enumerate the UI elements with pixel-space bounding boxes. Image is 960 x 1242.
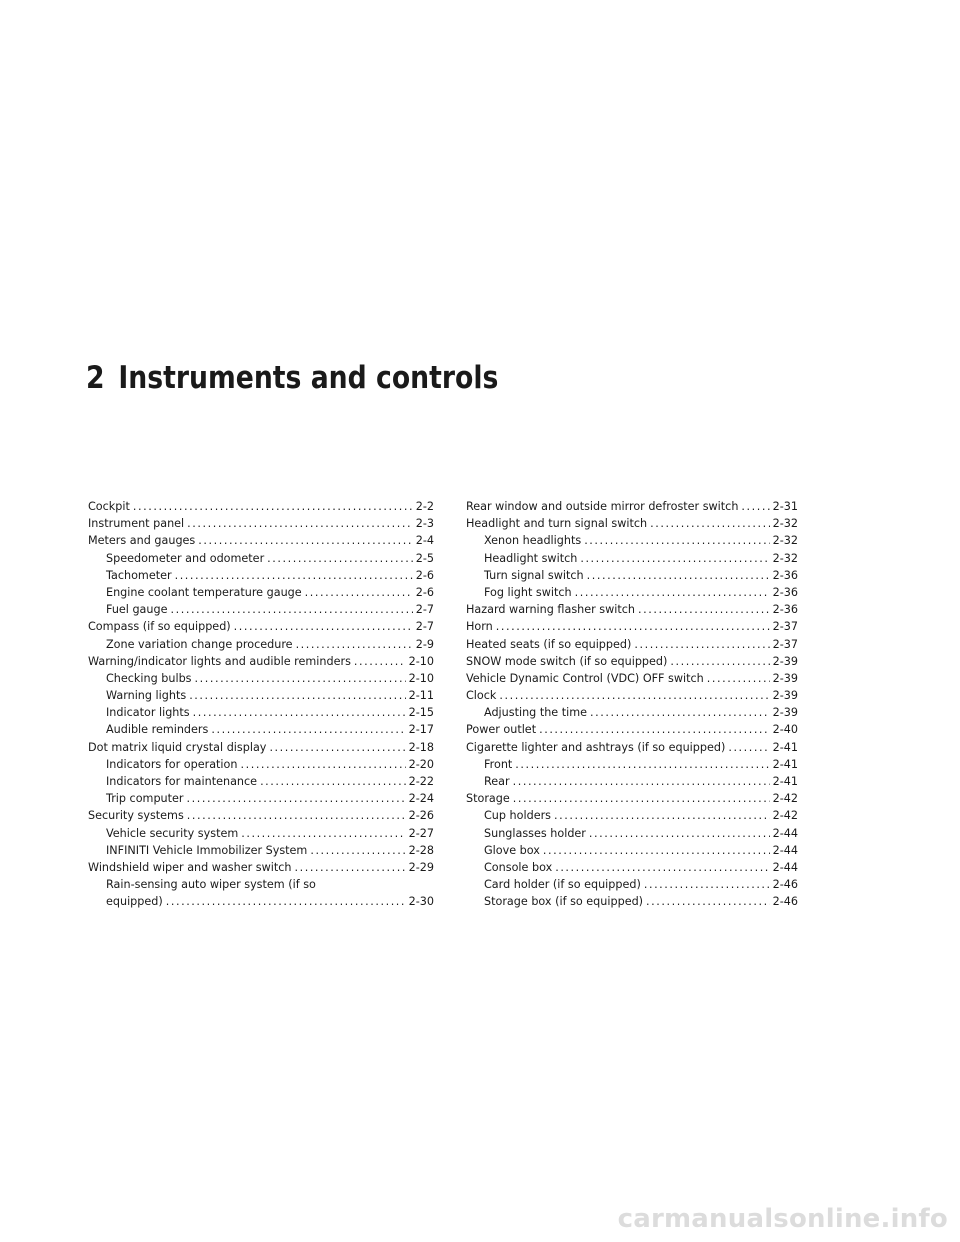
- toc-entry-page: 2-26: [408, 809, 434, 823]
- toc-entry[interactable]: [466, 807, 798, 824]
- toc-entry-label: INFINITI Vehicle Immobilizer System: [106, 843, 308, 857]
- toc-entry[interactable]: [466, 584, 798, 601]
- toc-entry-page: 2-44: [772, 843, 798, 857]
- toc-entry[interactable]: [466, 636, 798, 653]
- toc-entry-label: Sunglasses holder: [484, 826, 586, 840]
- toc-leader-dots: [554, 807, 770, 824]
- toc-entry[interactable]: [466, 601, 798, 618]
- toc-entry[interactable]: [88, 636, 434, 653]
- toc-entry-page: 2-41: [772, 775, 798, 788]
- toc-entry-label: Fog light switch: [484, 585, 572, 599]
- toc-entry-label: Storage box (if so equipped): [484, 895, 644, 909]
- toc-entry-page: 2-32: [772, 517, 798, 531]
- toc-entry-label: Heated seats (if so equipped): [466, 637, 632, 651]
- toc-leader-dots: [166, 893, 406, 910]
- toc-entry-label: Dot matrix liquid crystal display: [88, 740, 267, 754]
- toc-entry[interactable]: [466, 876, 798, 893]
- toc-entry-label: Headlight switch: [484, 551, 578, 565]
- toc-entry-label: equipped): [106, 895, 163, 909]
- chapter-title-text: Instruments and controls: [118, 360, 499, 396]
- toc-entry-label: Security systems: [88, 809, 184, 823]
- toc-leader-dots: [296, 636, 413, 653]
- toc-entry[interactable]: [88, 842, 434, 859]
- toc-entry-page: 2-10: [408, 654, 434, 668]
- toc-entry-page: 2-3: [415, 517, 434, 531]
- toc-entry-label: Glove box: [484, 843, 540, 857]
- toc-leader-dots: [241, 825, 405, 842]
- toc-leader-dots: [240, 756, 405, 773]
- toc-leader-dots: [590, 704, 770, 721]
- toc-entry[interactable]: [466, 859, 798, 876]
- toc-leader-dots: [575, 584, 770, 601]
- toc-leader-dots: [267, 550, 413, 567]
- toc-entry-label: Tachometer: [106, 568, 172, 582]
- toc-entry-label: Hazard warning flasher switch: [466, 603, 635, 617]
- chapter-number: 2: [86, 360, 105, 396]
- toc-entry[interactable]: [466, 532, 798, 549]
- toc-entry-label: Clock: [466, 689, 497, 703]
- toc-entry[interactable]: [466, 825, 798, 842]
- toc-entry[interactable]: [466, 653, 798, 670]
- toc-leader-dots: [728, 739, 769, 756]
- toc-entry-label: Rear: [484, 775, 510, 788]
- toc-entry-label: Power outlet: [466, 723, 537, 737]
- toc-entry-page: 2-46: [772, 878, 798, 892]
- toc-entry-page: 2-22: [408, 775, 434, 788]
- toc-entry[interactable]: [88, 756, 434, 773]
- toc-leader-dots: [187, 790, 406, 807]
- toc-entry-page: 2-39: [772, 706, 798, 720]
- toc-entry-label: Indicators for operation: [106, 757, 238, 771]
- toc-entry-label: Rear window and outside mirror defroster switch: [466, 500, 739, 513]
- toc-entry[interactable]: [88, 893, 434, 910]
- toc-entry[interactable]: [88, 790, 434, 807]
- toc-entry-page: 2-42: [772, 792, 798, 806]
- toc-leader-dots: [513, 773, 770, 790]
- toc-leader-dots: [294, 859, 405, 876]
- toc-leader-dots: [195, 670, 406, 687]
- toc-entry-page: 2-11: [408, 689, 434, 703]
- toc-right-column: [466, 498, 798, 911]
- toc-entry[interactable]: [88, 704, 434, 721]
- toc-entry-label: Cockpit: [88, 500, 130, 513]
- toc-leader-dots: [133, 498, 413, 515]
- toc-leader-dots: [187, 515, 413, 532]
- toc-entry[interactable]: [88, 859, 434, 876]
- toc-entry-label: Horn: [466, 620, 493, 634]
- toc-entry[interactable]: [88, 532, 434, 549]
- toc-leader-dots: [741, 498, 769, 515]
- toc-entry[interactable]: [88, 601, 434, 618]
- toc-entry-label: Zone variation change procedure: [106, 637, 293, 651]
- toc-entry-page: 2-31: [772, 500, 798, 513]
- toc-entry-page: 2-6: [415, 585, 434, 599]
- toc-entry-label: Windshield wiper and washer switch: [88, 860, 292, 874]
- toc-leader-dots: [650, 515, 770, 532]
- toc-leader-dots: [305, 584, 413, 601]
- toc-leader-dots: [515, 756, 769, 773]
- toc-left-column: [88, 498, 434, 911]
- toc-entry-label: Indicator lights: [106, 706, 190, 720]
- toc-entry-label: Meters and gauges: [88, 534, 196, 548]
- toc-entry-page: 2-39: [772, 654, 798, 668]
- toc-leader-dots: [587, 567, 770, 584]
- toc-entry-page: 2-30: [408, 895, 434, 909]
- toc-entry[interactable]: [466, 790, 798, 807]
- toc-entry-label: Turn signal switch: [484, 568, 584, 582]
- toc-leader-dots: [269, 739, 405, 756]
- toc-entry[interactable]: [88, 721, 434, 738]
- toc-leader-dots: [496, 618, 770, 635]
- toc-entry[interactable]: [466, 756, 798, 773]
- toc-entry-label: Vehicle security system: [106, 826, 239, 840]
- toc-entry[interactable]: [466, 515, 798, 532]
- toc-entry[interactable]: [88, 498, 434, 515]
- toc-entry[interactable]: [466, 704, 798, 721]
- toc-entry[interactable]: [88, 653, 434, 670]
- toc-entry-page: 2-37: [772, 620, 798, 634]
- toc-leader-dots: [354, 653, 406, 670]
- toc-entry-label: Warning/indicator lights and audible reminders: [88, 654, 351, 668]
- toc-entry[interactable]: [88, 515, 434, 532]
- toc-leader-dots: [513, 790, 770, 807]
- toc-entry[interactable]: [466, 498, 798, 515]
- toc-entry-page: 2-7: [415, 603, 434, 617]
- toc-entry-page: 2-20: [408, 757, 434, 771]
- toc-entry[interactable]: [466, 739, 798, 756]
- toc-entry-label: Indicators for maintenance: [106, 775, 258, 788]
- toc-entry[interactable]: [88, 550, 434, 567]
- toc-leader-dots: [644, 876, 770, 893]
- toc-entry-page: 2-36: [772, 603, 798, 617]
- chapter-title: [86, 360, 498, 396]
- toc-leader-dots: [634, 636, 769, 653]
- toc-entry[interactable]: [466, 550, 798, 567]
- toc-entry-page: 2-41: [772, 740, 798, 754]
- toc-entry-label: Rain-sensing auto wiper system (if so: [106, 878, 316, 892]
- toc-entry-page: 2-46: [772, 895, 798, 909]
- toc-leader-dots: [539, 721, 770, 738]
- toc-entry-label: Audible reminders: [106, 723, 209, 737]
- toc-entry-page: 2-32: [772, 551, 798, 565]
- toc-entry[interactable]: [88, 584, 434, 601]
- toc-leader-dots: [555, 859, 769, 876]
- toc-leader-dots: [260, 773, 406, 790]
- toc-entry-page: 2-4: [415, 534, 434, 548]
- toc-leader-dots: [198, 532, 412, 549]
- toc-leader-dots: [211, 721, 405, 738]
- toc-leader-dots: [584, 532, 769, 549]
- toc-entry-label: Fuel gauge: [106, 603, 168, 617]
- toc-entry[interactable]: [88, 670, 434, 687]
- toc-leader-dots: [193, 704, 406, 721]
- toc-entry-page: 2-32: [772, 534, 798, 548]
- toc-entry-label: Trip computer: [106, 792, 184, 806]
- toc-entry-label: Speedometer and odometer: [106, 551, 265, 565]
- toc-leader-dots: [707, 670, 770, 687]
- toc-entry-label: Console box: [484, 860, 553, 874]
- toc-entry-label: Vehicle Dynamic Control (VDC) OFF switch: [466, 671, 704, 685]
- toc-leader-dots: [638, 601, 770, 618]
- toc-entry-label: Engine coolant temperature gauge: [106, 585, 302, 599]
- toc-entry-page: 2-7: [415, 620, 434, 634]
- toc-entry[interactable]: [88, 567, 434, 584]
- toc-entry-page: 2-36: [772, 585, 798, 599]
- toc-entry-page: 2-18: [408, 740, 434, 754]
- toc-entry[interactable]: [88, 876, 434, 893]
- toc-entry-label: Cup holders: [484, 809, 552, 823]
- toc-entry-label: Headlight and turn signal switch: [466, 517, 648, 531]
- toc-entry-page: 2-39: [772, 671, 798, 685]
- toc-entry-label: Checking bulbs: [106, 671, 192, 685]
- toc-entry-label: Xenon headlights: [484, 534, 582, 548]
- toc-entry-page: 2-5: [415, 551, 434, 565]
- toc-leader-dots: [646, 893, 770, 910]
- toc-entry-page: 2-39: [772, 689, 798, 703]
- toc-leader-dots: [175, 567, 413, 584]
- toc-leader-dots: [187, 807, 406, 824]
- toc-entry-page: 2-2: [415, 500, 434, 513]
- toc-leader-dots: [234, 618, 413, 635]
- toc-entry-label: Cigarette lighter and ashtrays (if so equipped): [466, 740, 726, 754]
- toc-entry-label: Storage: [466, 792, 510, 806]
- toc-entry-page: 2-44: [772, 860, 798, 874]
- toc-entry-label: Front: [484, 757, 513, 771]
- toc-entry[interactable]: [88, 618, 434, 635]
- toc-leader-dots: [171, 601, 413, 618]
- toc-entry-page: 2-24: [408, 792, 434, 806]
- toc-leader-dots: [499, 687, 769, 704]
- toc-entry-page: 2-37: [772, 637, 798, 651]
- toc-entry[interactable]: [466, 721, 798, 738]
- toc-entry-page: 2-6: [415, 568, 434, 582]
- toc-leader-dots: [543, 842, 770, 859]
- toc-entry[interactable]: [88, 807, 434, 824]
- toc-entry[interactable]: [466, 687, 798, 704]
- toc-entry[interactable]: [466, 567, 798, 584]
- toc-entry[interactable]: [88, 687, 434, 704]
- toc-leader-dots: [670, 653, 769, 670]
- toc-entry-page: 2-15: [408, 706, 434, 720]
- toc-entry-page: 2-10: [408, 671, 434, 685]
- toc-entry[interactable]: [88, 825, 434, 842]
- toc-entry-page: 2-27: [408, 826, 434, 840]
- watermark-text: carmanualsonline.info: [617, 1204, 948, 1234]
- toc-entry-page: 2-42: [772, 809, 798, 823]
- toc-entry-page: 2-44: [772, 826, 798, 840]
- toc-leader-dots: [589, 825, 770, 842]
- toc-leader-dots: [310, 842, 405, 859]
- toc-entry-page: 2-9: [415, 637, 434, 651]
- toc-entry-label: Warning lights: [106, 689, 187, 703]
- toc-entry-page: 2-36: [772, 568, 798, 582]
- toc-entry-label: Adjusting the time: [484, 706, 588, 720]
- toc-entry-label: SNOW mode switch (if so equipped): [466, 654, 668, 668]
- toc-entry-page: 2-41: [772, 757, 798, 771]
- toc-entry[interactable]: [466, 618, 798, 635]
- toc-entry-label: Instrument panel: [88, 517, 185, 531]
- toc-entry-page: 2-40: [772, 723, 798, 737]
- toc-entry[interactable]: [466, 773, 798, 790]
- toc-entry[interactable]: [466, 670, 798, 687]
- toc-entry-page: 2-28: [408, 843, 434, 857]
- toc-entry-label: Card holder (if so equipped): [484, 878, 641, 892]
- toc-entry[interactable]: [466, 893, 798, 910]
- toc-entry[interactable]: [88, 773, 434, 790]
- toc-entry[interactable]: [88, 739, 434, 756]
- toc-entry-label: Compass (if so equipped): [88, 620, 231, 634]
- toc-entry[interactable]: [466, 842, 798, 859]
- toc-leader-dots: [580, 550, 769, 567]
- toc-entry-page: 2-29: [408, 860, 434, 874]
- toc-entry-page: 2-17: [408, 723, 434, 737]
- toc-leader-dots: [189, 687, 405, 704]
